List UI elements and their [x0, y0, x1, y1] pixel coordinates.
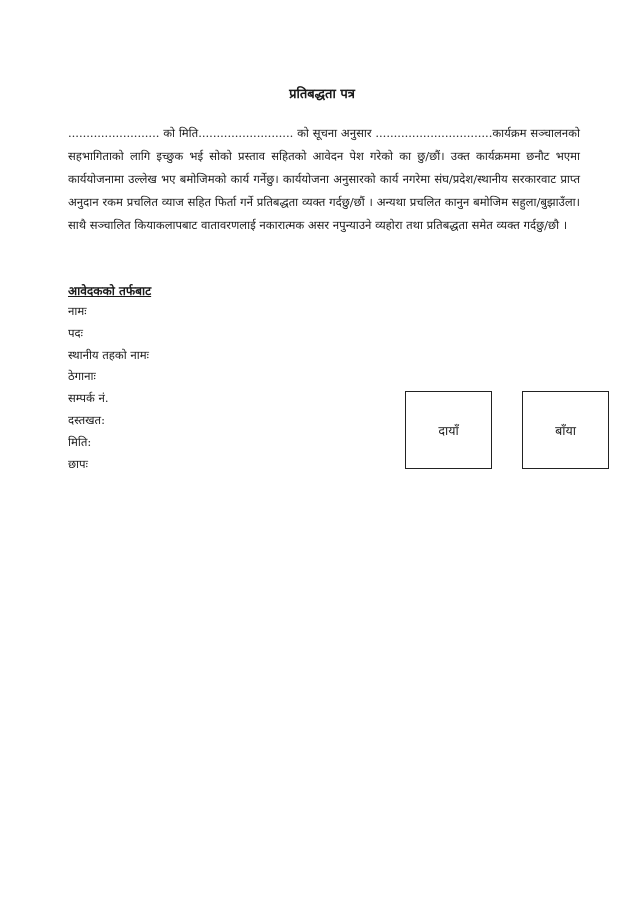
field-contact-label: सम्पर्क नं.: [68, 391, 109, 406]
right-thumbprint-label: दायाँ: [438, 422, 459, 438]
left-thumbprint-label: बाँया: [555, 422, 576, 438]
field-seal-label: छापः: [68, 456, 88, 471]
field-address-label: ठेगानाः: [68, 369, 96, 384]
right-thumbprint-box: [405, 391, 492, 469]
field-date-label: मिति:: [68, 434, 92, 449]
field-position-label: पदः: [68, 325, 83, 340]
field-name-label: नामः: [68, 304, 87, 318]
left-thumbprint-box: [522, 391, 609, 469]
field-signature-label: दस्तखत:: [68, 412, 105, 427]
commitment-paragraph: ......................... को मिति.......................... को सूचना अनुसार ................................कार्यक्रम सञ्चालनको सहभागिताको लागि इच्छुक भई सोको प्रस्ताव सहितको आवेदन पेश गरेको का छु/छौं। उक्त कार्यक्रममा छनौट भएमा कार्ययोजनामा उल्लेख भए बमोजिमको कार्य गर्नेछु। कार्ययोजना अनुसारको कार्य नगरेमा संघ/प्रदेश/स्थानीय सरकारवाट प्राप्त अनुदान रकम प्रचलित व्याज सहित फिर्ता गर्ने प्रतिबद्धता व्यक्त गर्दछु/छौं । अन्यथा प्रचलित कानुन बमोजिम सहुला/बुझाउँला। साथै सञ्चालित कियाकलापबाट वातावरणलाई नकारात्मक असर नपुन्याउने व्यहोरा तथा प्रतिबद्धता समेत व्यक्त गर्दछु/छौ ।: [68, 126, 580, 232]
page-title: प्रतिबद्धता पत्र: [289, 87, 355, 102]
applicant-section-heading: आवेदकको तर्फबाट: [68, 284, 152, 298]
applicant-fields-list: [68, 301, 149, 475]
field-local-level-label: स्थानीय तहको नामः: [68, 347, 149, 362]
